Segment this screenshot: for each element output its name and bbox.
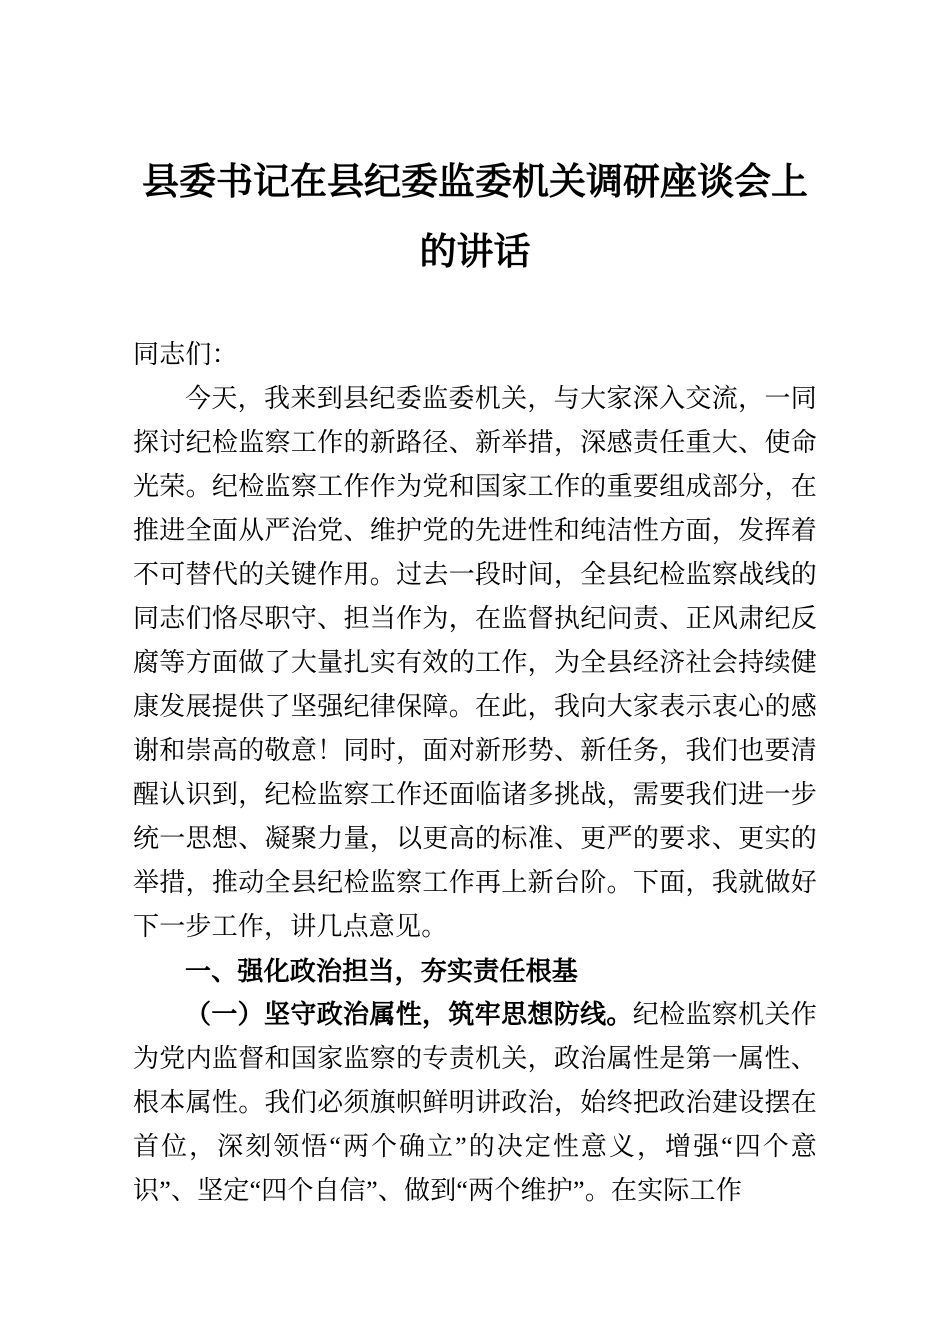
paragraph-section-1-lead: （一）坚守政治属性，筑牢思想防线。 [185,1000,633,1029]
paragraph-section-1-text: 纪检监察机关作为党内监督和国家监察的专责机关，政治属性是第一属性、根本属性。我们必须旗帜鲜明讲政治，始终把政治建设摆在首位，深刻领悟“两个确立”的决定性意义，增强“四个意识”、坚定“四个自信”、做到“两个维护”。在实际工作 [133,1000,817,1205]
document-title-line2: 的讲话 [419,232,531,273]
paragraph-intro: 今天，我来到县纪委监委机关，与大家深入交流，一同探讨纪检监察工作的新路径、新举措，深感责任重大、使命光荣。纪检监察工作作为党和国家工作的重要组成部分，在推进全面从严治党、维护党的先进性和纯洁性方面，发挥着不可替代的关键作用。过去一段时间，全县纪检监察战线的同志们恪尽职守、担当作为，在监督执纪问责、正风肃纪反腐等方面做了大量扎实有效的工作，为全县经济社会持续健康发展提供了坚强纪律保障。在此，我向大家表示衷心的感谢和崇高的敬意！同时，面对新形势、新任务，我们也要清醒认识到，纪检监察工作还面临诸多挑战，需要我们进一步统一思想、凝聚力量，以更高的标准、更严的要求、更实的举措，推动全县纪检监察工作再上新台阶。下面，我就做好下一步工作，讲几点意见。 [133,384,817,941]
document-body [133,333,817,1213]
section-heading-1: 一、强化政治担当，夯实责任根基 [185,956,579,986]
salutation: 同志们： [133,340,238,369]
document-title [0,148,950,288]
document-title-line1: 县委书记在县纪委监委机关调研座谈会上 [142,162,808,203]
paragraph-section-1 [133,993,817,1213]
